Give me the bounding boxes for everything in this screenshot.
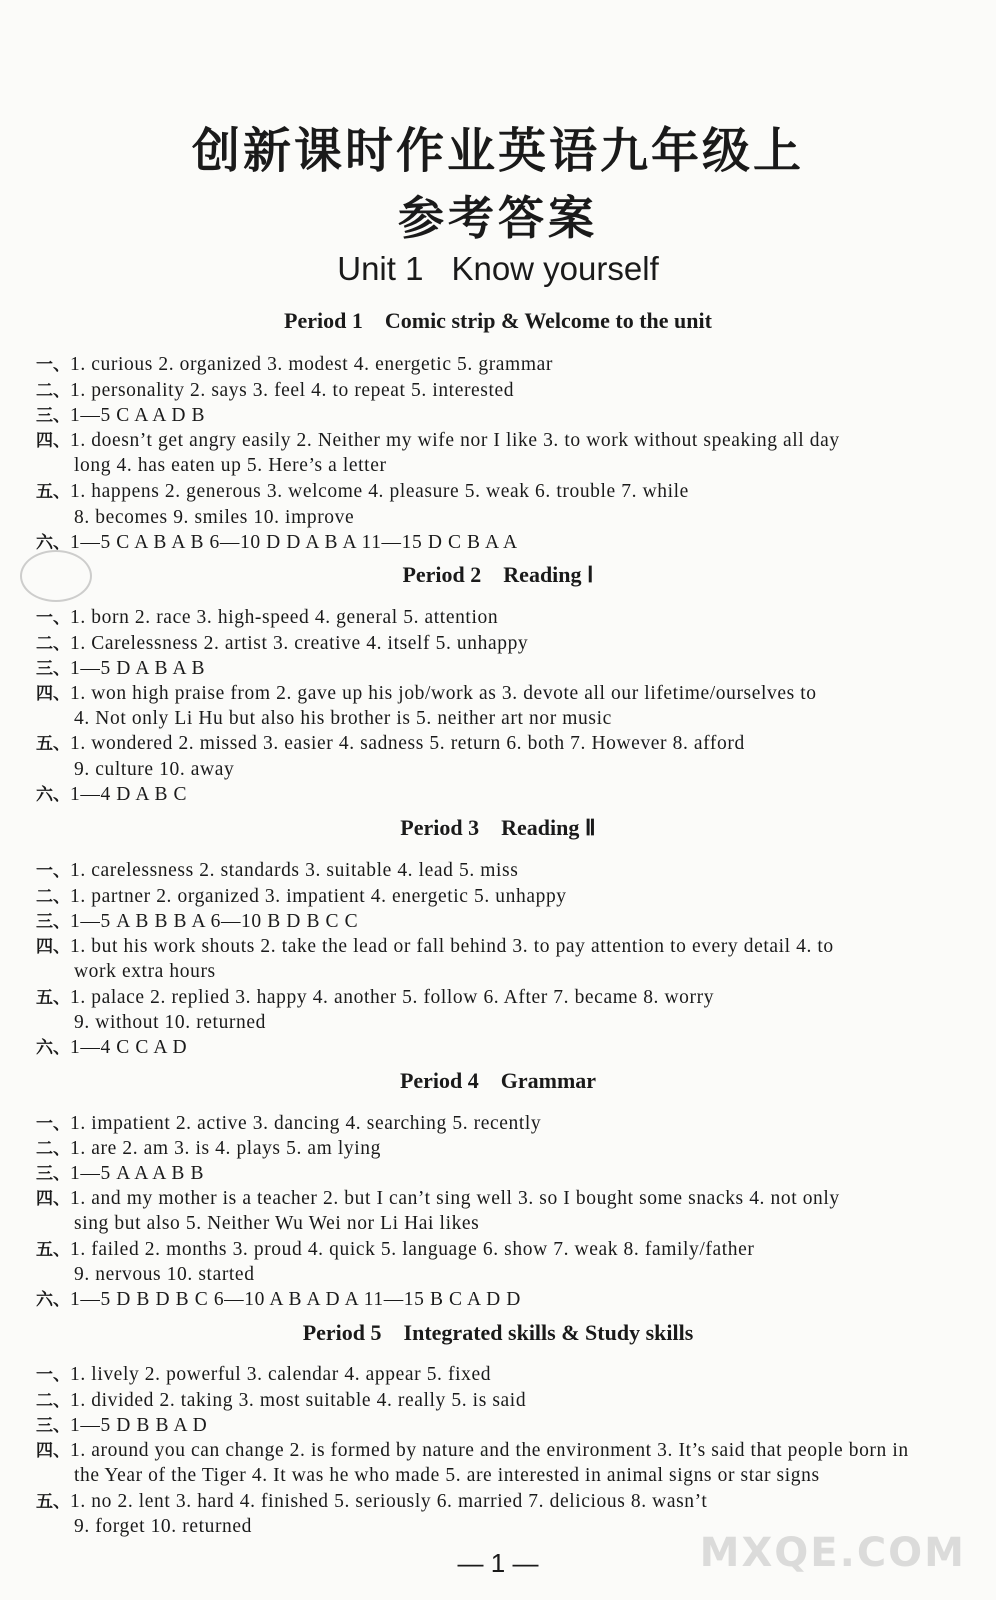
period-label: Period 2 [402,562,482,587]
answer-text: 8. becomes 9. smiles 10. improve [74,507,355,528]
answer-line [36,378,966,404]
answer-line [36,403,966,429]
section-label: 五、 [36,1492,70,1512]
period-label: Period 4 [399,1068,479,1093]
answer-text: 1. around you can change 2. is formed by nature and the environment 3. It’s said that people born in [70,1440,909,1461]
section-label: 三、 [36,406,70,426]
answer-line [36,1438,966,1464]
answer-text: work extra hours [74,961,216,982]
section-label: 三、 [36,659,70,679]
answer-line [36,656,966,682]
section-label: 一、 [36,1365,70,1385]
section-label: 四、 [36,937,70,957]
section-label: 二、 [36,634,70,654]
answer-line [36,909,966,935]
answer-text: 1. carelessness 2. standards 3. suitable 4. lead 5. miss [70,860,519,881]
answer-line [36,1111,966,1137]
period-heading [0,1068,996,1094]
section-label: 一、 [36,1114,70,1134]
answer-text: 1—5 D A B A B [70,658,206,679]
period-label: Period 1 [284,308,363,333]
answer-line [74,757,966,783]
answer-text: 9. culture 10. away [74,759,235,780]
page-title: 创新课时作业英语九年级上 [191,123,804,179]
answer-line [36,605,966,631]
answer-text: 1. Carelessness 2. artist 3. creative 4. itself 5. unhappy [70,633,529,654]
answer-line [36,782,966,808]
answer-text: 1. palace 2. replied 3. happy 4. another 5. follow 6. After 7. became 8. worry [70,987,715,1008]
answer-line [74,1211,966,1237]
answer-text: 1. personality 2. says 3. feel 4. to repeat 5. interested [70,380,515,401]
answer-text: 1—5 A B B B A 6—10 B D B C C [70,911,359,932]
answer-line [36,1186,966,1212]
answer-text: 1. curious 2. organized 3. modest 4. energetic 5. grammar [70,354,553,375]
answer-line [74,1010,966,1036]
section-label: 五、 [36,482,70,502]
answer-line [36,731,966,757]
answer-text: 1. but his work shouts 2. take the lead or fall behind 3. to pay attention to every detail 4. to [70,936,834,957]
unit-label: Unit 1 [337,250,424,287]
answer-line [36,985,966,1011]
section-label: 二、 [36,381,70,401]
section-label: 六、 [36,1038,70,1058]
answer-text: 1. failed 2. months 3. proud 4. quick 5. language 6. show 7. weak 8. family/father [70,1239,755,1260]
section-label: 二、 [36,1139,70,1159]
answer-line [74,1463,966,1489]
answer-text: 9. forget 10. returned [74,1516,252,1537]
answer-line [74,959,966,985]
answer-text: 1. no 2. lent 3. hard 4. finished 5. seriously 6. married 7. delicious 8. wasn’t [70,1491,708,1512]
section-label: 四、 [36,684,70,704]
answer-line [74,453,966,479]
answer-text: 1. divided 2. taking 3. most suitable 4. really 5. is said [70,1390,527,1411]
answer-text: 1—4 D A B C [70,784,188,805]
answer-text: 1. lively 2. powerful 3. calendar 4. appear 5. fixed [70,1364,492,1385]
answer-line [36,934,966,960]
section-label: 二、 [36,887,70,907]
section-label: 六、 [36,1290,70,1310]
answer-line [36,884,966,910]
answer-line [36,1287,966,1313]
answer-text: 1—5 D B D B C 6—10 A B A D A 11—15 B C A D D [70,1289,521,1310]
section-label: 六、 [36,785,70,805]
answer-text: 1—5 C A A D B [70,405,206,426]
section-label: 一、 [36,608,70,628]
section-label: 四、 [36,431,70,451]
section-label: 四、 [36,1441,70,1461]
answer-text: 1. impatient 2. active 3. dancing 4. searching 5. recently [70,1113,542,1134]
period-heading [0,562,996,588]
watermark: MXQE.COM [699,1530,966,1576]
period-heading [0,1320,996,1346]
page-number: — 1 — [457,1548,539,1578]
period-name: Reading Ⅱ [501,815,596,840]
answer-line [36,1489,966,1515]
section-label: 五、 [36,988,70,1008]
answer-text: 1. are 2. am 3. is 4. plays 5. am lying [70,1138,381,1159]
answer-line [36,858,966,884]
section-label: 三、 [36,912,70,932]
answer-text: 1—5 A A A B B [70,1163,205,1184]
answer-line [36,1237,966,1263]
answer-line [36,1161,966,1187]
answer-text: 1. doesn’t get angry easily 2. Neither my wife nor I like 3. to work without speaking all day [70,430,840,451]
answer-line [36,1413,966,1439]
answer-text: 9. without 10. returned [74,1012,266,1033]
answer-text: 1. happens 2. generous 3. welcome 4. pleasure 5. weak 6. trouble 7. while [70,481,689,502]
answer-line [36,631,966,657]
period-name: Comic strip & Welcome to the unit [384,308,712,333]
answer-text: 1—5 D B B A D [70,1415,208,1436]
answer-text: 9. nervous 10. started [74,1264,255,1285]
answer-text: 1. won high praise from 2. gave up his job/work as 3. devote all our lifetime/ourselves to [70,683,817,704]
answer-line [36,479,966,505]
period-name: Integrated skills & Study skills [403,1320,694,1345]
answer-line [36,1136,966,1162]
unit-heading [0,250,996,288]
answer-text: 1. born 2. race 3. high-speed 4. general 5. attention [70,607,499,628]
answer-text: 1—5 C A B A B 6—10 D D A B A 11—15 D C B A A [70,532,518,553]
answer-line [36,1362,966,1388]
section-label: 五、 [36,1240,70,1260]
answer-text: 1. partner 2. organized 3. impatient 4. energetic 5. unhappy [70,886,567,907]
unit-name: Know yourself [451,250,659,287]
answer-line [36,681,966,707]
section-label: 一、 [36,861,70,881]
answer-text: 1. wondered 2. missed 3. easier 4. sadness 5. return 6. both 7. However 8. afford [70,733,745,754]
section-label: 五、 [36,734,70,754]
answer-text: 1—4 C C A D [70,1037,188,1058]
answer-line [74,1262,966,1288]
page-subtitle: 参考答案 [398,191,598,245]
answer-text: 4. Not only Li Hu but also his brother is 5. neither art nor music [74,708,612,729]
section-label: 一、 [36,355,70,375]
period-label: Period 5 [302,1320,382,1345]
period-heading [0,308,996,334]
answer-line [36,530,966,556]
answer-line [74,505,966,531]
answer-line [36,1388,966,1414]
period-name: Reading Ⅰ [503,562,594,587]
section-label: 三、 [36,1164,70,1184]
answer-line [36,428,966,454]
section-label: 六、 [36,533,70,553]
period-heading [0,815,996,841]
period-label: Period 3 [400,815,480,840]
section-label: 四、 [36,1189,70,1209]
answer-text: long 4. has eaten up 5. Here’s a letter [74,455,387,476]
period-name: Grammar [500,1068,597,1093]
section-label: 二、 [36,1391,70,1411]
answer-text: the Year of the Tiger 4. It was he who made 5. are interested in animal signs or star signs [74,1465,820,1486]
answer-line [74,706,966,732]
answer-text: 1. and my mother is a teacher 2. but I can’t sing well 3. so I bought some snacks 4. not only [70,1188,840,1209]
answer-line [36,352,966,378]
answer-line [36,1035,966,1061]
section-label: 三、 [36,1416,70,1436]
answer-text: sing but also 5. Neither Wu Wei nor Li Hai likes [74,1213,480,1234]
